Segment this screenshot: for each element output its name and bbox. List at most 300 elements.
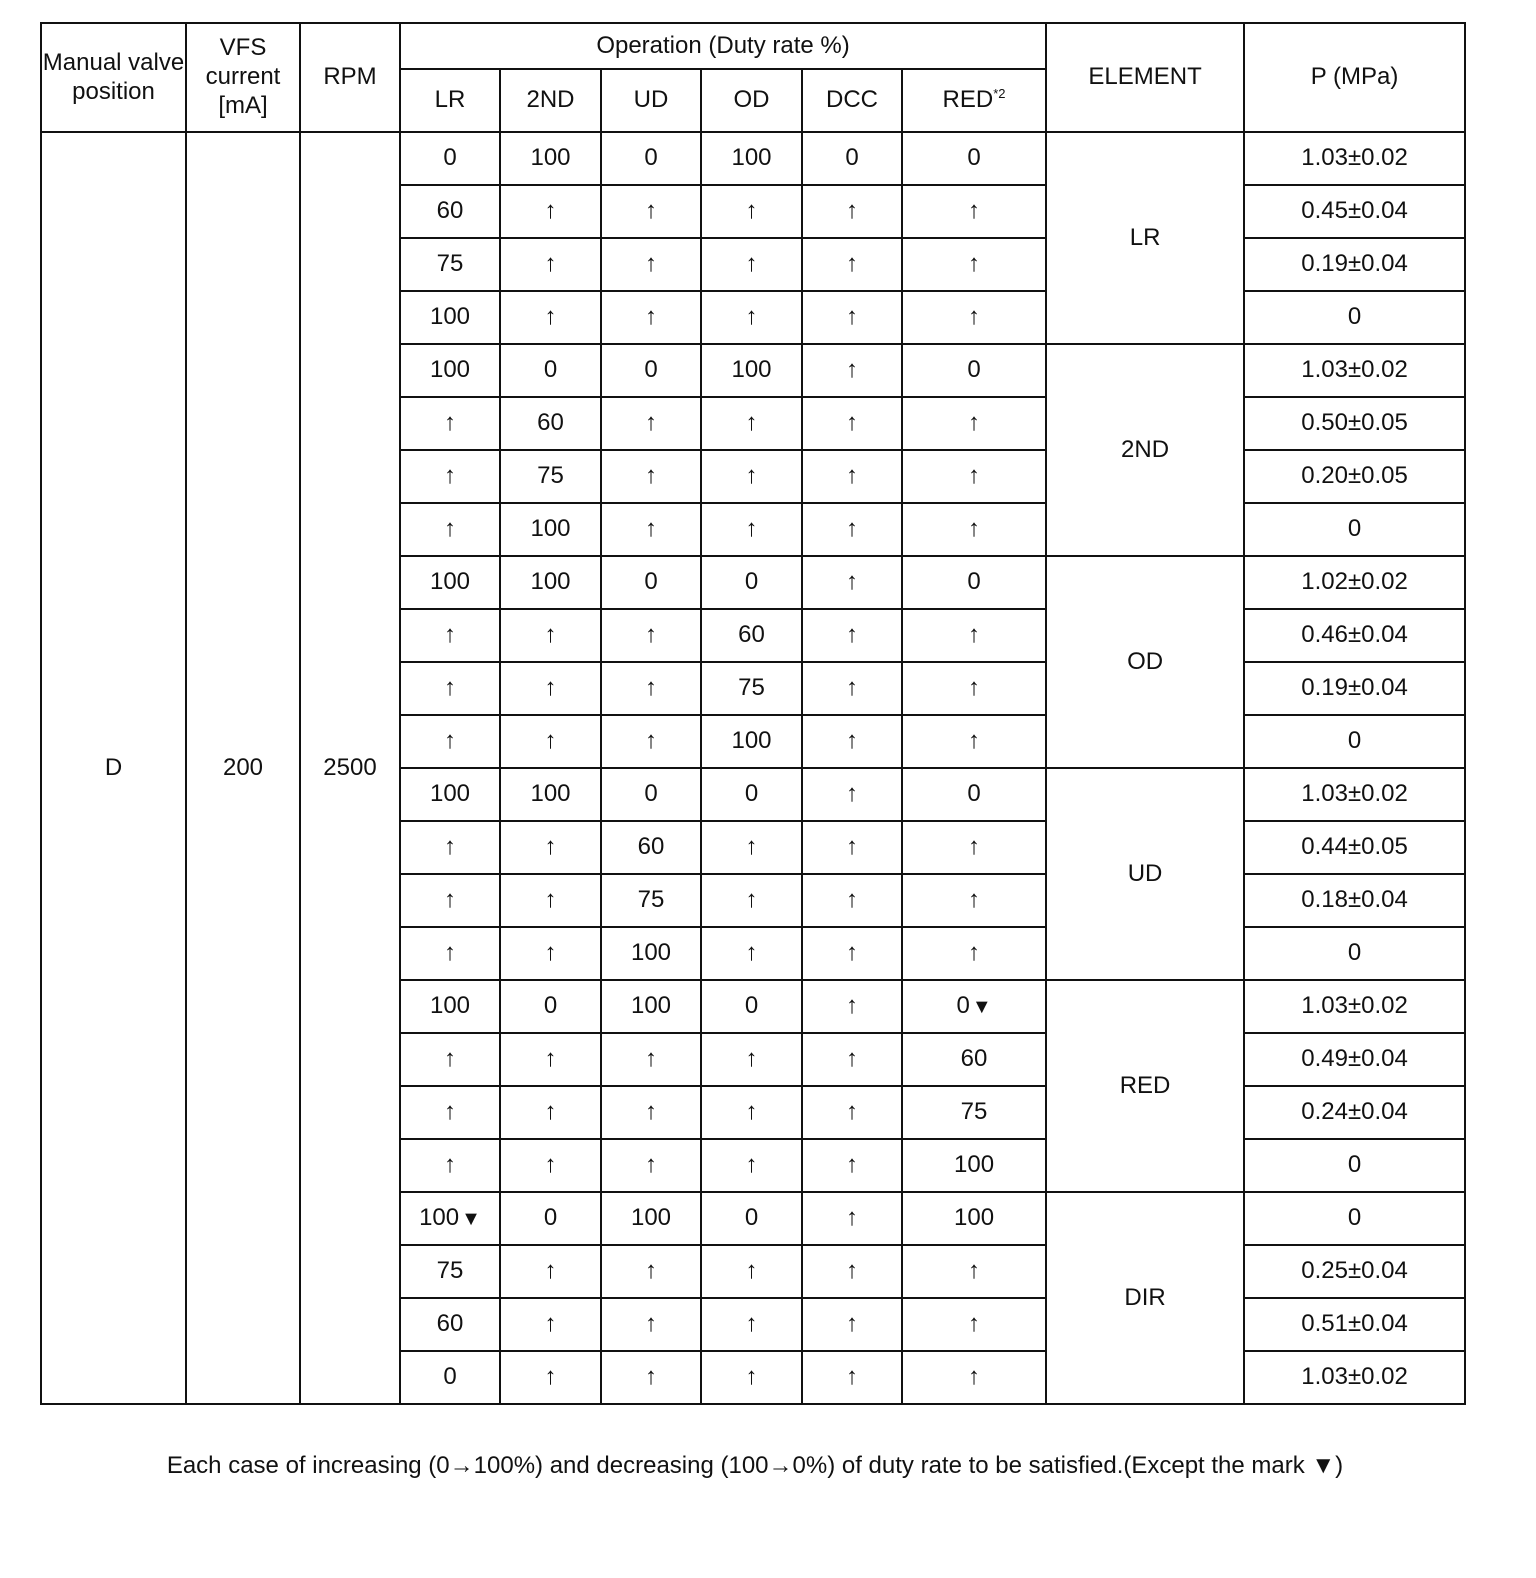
pressure-cell: 0.18±0.04 xyxy=(1244,874,1465,927)
header-od: OD xyxy=(701,69,802,132)
duty-2nd-cell xyxy=(500,1139,601,1192)
duty-od-cell xyxy=(701,185,802,238)
duty-lr-cell xyxy=(400,662,500,715)
duty-value: ↑ xyxy=(544,1363,557,1391)
duty-ud-cell xyxy=(601,556,701,609)
duty-ud-cell xyxy=(601,874,701,927)
duty-ud-cell xyxy=(601,662,701,715)
duty-value: 100 xyxy=(630,1204,672,1232)
duty-value: 0 xyxy=(443,1363,457,1391)
duty-lr-cell xyxy=(400,450,500,503)
rpm-value: 2500 xyxy=(300,132,400,1404)
duty-value: ↑ xyxy=(846,197,858,225)
duty-lr-cell xyxy=(400,1033,500,1086)
duty-lr-cell xyxy=(400,1139,500,1192)
duty-ud-cell xyxy=(601,503,701,556)
duty-value: ↑ xyxy=(444,1098,456,1126)
duty-ud-cell xyxy=(601,821,701,874)
duty-value: ↑ xyxy=(544,1257,557,1285)
duty-value: ↑ xyxy=(968,462,981,490)
duty-value: 0 xyxy=(543,1204,558,1232)
duty-value: ↑ xyxy=(846,886,858,914)
duty-dcc-cell xyxy=(802,397,902,450)
duty-2nd-cell xyxy=(500,1298,601,1351)
duty-value: ↑ xyxy=(645,1045,657,1073)
pressure-cell: 0.50±0.05 xyxy=(1244,397,1465,450)
duty-value: ↑ xyxy=(846,992,858,1020)
duty-red-cell xyxy=(902,715,1046,768)
duty-value: ↑ xyxy=(645,1310,657,1338)
duty-dcc-cell xyxy=(802,821,902,874)
pressure-cell: 0 xyxy=(1244,1192,1465,1245)
duty-red-cell xyxy=(902,1245,1046,1298)
duty-dcc-cell xyxy=(802,1245,902,1298)
duty-lr-cell xyxy=(400,821,500,874)
pressure-cell: 1.03±0.02 xyxy=(1244,1351,1465,1404)
duty-value: ↑ xyxy=(544,1310,557,1338)
duty-od-cell xyxy=(701,1298,802,1351)
duty-value: ↑ xyxy=(846,674,858,702)
duty-value: ↑ xyxy=(745,409,758,437)
duty-value: ↑ xyxy=(968,621,981,649)
pressure-cell: 0 xyxy=(1244,715,1465,768)
duty-dcc-cell xyxy=(802,291,902,344)
duty-red-cell xyxy=(902,1192,1046,1245)
duty-2nd-cell xyxy=(500,1086,601,1139)
duty-ud-cell xyxy=(601,1351,701,1404)
duty-2nd-cell xyxy=(500,609,601,662)
duty-value: 100 xyxy=(419,1204,460,1232)
duty-value: 0 xyxy=(967,780,981,808)
duty-value: ↑ xyxy=(968,409,981,437)
duty-ud-cell xyxy=(601,1086,701,1139)
duty-dcc-cell xyxy=(802,1351,902,1404)
duty-lr-cell xyxy=(400,1351,500,1404)
pressure-cell: 0 xyxy=(1244,503,1465,556)
duty-value: ↑ xyxy=(745,462,758,490)
duty-2nd-cell xyxy=(500,980,601,1033)
duty-lr-cell xyxy=(400,1192,500,1245)
duty-ud-cell xyxy=(601,1298,701,1351)
duty-value: 0 xyxy=(644,568,658,596)
duty-value: ↑ xyxy=(645,727,657,755)
header-dcc: DCC xyxy=(802,69,902,132)
duty-value: 0 xyxy=(967,356,981,384)
duty-od-cell xyxy=(701,662,802,715)
duty-dcc-cell xyxy=(802,238,902,291)
duty-value: ↑ xyxy=(645,1151,657,1179)
duty-value: 0 xyxy=(543,356,558,384)
duty-value: 0 xyxy=(967,568,981,596)
header-red-label: RED xyxy=(942,86,994,114)
duty-red-cell xyxy=(902,238,1046,291)
duty-value: ↑ xyxy=(745,833,758,861)
duty-2nd-cell xyxy=(500,874,601,927)
duty-value: ↑ xyxy=(645,409,657,437)
duty-red-cell xyxy=(902,874,1046,927)
duty-red-cell xyxy=(902,662,1046,715)
duty-od-cell xyxy=(701,609,802,662)
pressure-cell: 0.45±0.04 xyxy=(1244,185,1465,238)
duty-value: 100 xyxy=(429,780,471,808)
duty-2nd-cell xyxy=(500,1033,601,1086)
duty-od-cell xyxy=(701,450,802,503)
duty-od-cell xyxy=(701,715,802,768)
pressure-cell: 1.03±0.02 xyxy=(1244,344,1465,397)
vfs-current-value: 200 xyxy=(186,132,300,1404)
duty-value: ↑ xyxy=(968,1257,981,1285)
duty-value: ↑ xyxy=(846,515,858,543)
duty-value: 0 xyxy=(744,992,759,1020)
header-pressure: P (MPa) xyxy=(1244,23,1465,132)
duty-ud-cell xyxy=(601,1245,701,1298)
duty-2nd-cell xyxy=(500,132,601,185)
duty-od-cell xyxy=(701,1086,802,1139)
duty-red-cell xyxy=(902,185,1046,238)
duty-value: ↑ xyxy=(745,197,758,225)
footnote: Each case of increasing (0→100%) and decreasing (100→0%) of duty rate to be satisfied.(Except the mark ▼) xyxy=(166,1452,1344,1479)
duty-value: ↑ xyxy=(645,674,657,702)
duty-2nd-cell xyxy=(500,344,601,397)
duty-value: ↑ xyxy=(968,303,981,331)
manual-valve-position-value: D xyxy=(41,132,186,1404)
header-element: ELEMENT xyxy=(1046,23,1244,132)
duty-value: ↑ xyxy=(444,462,456,490)
duty-2nd-cell xyxy=(500,662,601,715)
duty-2nd-cell xyxy=(500,397,601,450)
duty-dcc-cell xyxy=(802,980,902,1033)
duty-2nd-cell xyxy=(500,927,601,980)
duty-value: 60 xyxy=(960,1045,988,1073)
duty-value: 0 xyxy=(644,780,658,808)
pressure-cell: 0.24±0.04 xyxy=(1244,1086,1465,1139)
header-red xyxy=(902,69,1046,132)
pressure-cell: 0.20±0.05 xyxy=(1244,450,1465,503)
element-ud: UD xyxy=(1046,768,1244,980)
duty-ud-cell xyxy=(601,397,701,450)
duty-dcc-cell xyxy=(802,1298,902,1351)
duty-2nd-cell xyxy=(500,715,601,768)
duty-value: ↑ xyxy=(846,303,858,331)
duty-value: ↑ xyxy=(846,1045,858,1073)
pressure-cell: 0 xyxy=(1244,927,1465,980)
pressure-cell: 0.19±0.04 xyxy=(1244,238,1465,291)
duty-value: ↑ xyxy=(968,727,981,755)
duty-2nd-cell xyxy=(500,503,601,556)
duty-value: 75 xyxy=(436,250,464,278)
duty-value: 60 xyxy=(637,833,665,861)
header-operation: Operation (Duty rate %) xyxy=(400,23,1046,69)
duty-od-cell xyxy=(701,1033,802,1086)
duty-ud-cell xyxy=(601,768,701,821)
duty-value: ↑ xyxy=(968,674,981,702)
duty-red-cell xyxy=(902,132,1046,185)
duty-value: ↑ xyxy=(745,515,758,543)
duty-od-cell xyxy=(701,132,802,185)
duty-dcc-cell xyxy=(802,662,902,715)
duty-value: 75 xyxy=(537,462,564,490)
duty-value: ↑ xyxy=(745,1310,758,1338)
duty-od-cell xyxy=(701,1139,802,1192)
duty-value: ↑ xyxy=(544,197,557,225)
duty-ud-cell xyxy=(601,927,701,980)
duty-value: 75 xyxy=(436,1257,464,1285)
duty-value: ↑ xyxy=(968,939,981,967)
duty-value: ↑ xyxy=(544,886,557,914)
duty-lr-cell xyxy=(400,874,500,927)
duty-red-cell xyxy=(902,556,1046,609)
duty-od-cell xyxy=(701,927,802,980)
duty-value: 60 xyxy=(436,197,464,225)
duty-value: ↑ xyxy=(968,197,981,225)
duty-lr-cell xyxy=(400,768,500,821)
duty-value: ↑ xyxy=(444,515,456,543)
pressure-cell: 1.03±0.02 xyxy=(1244,132,1465,185)
pressure-cell: 0.51±0.04 xyxy=(1244,1298,1465,1351)
duty-value: ↑ xyxy=(544,833,557,861)
duty-value: ↑ xyxy=(544,621,557,649)
element-dir: DIR xyxy=(1046,1192,1244,1404)
element-lr: LR xyxy=(1046,132,1244,344)
duty-value: 60 xyxy=(436,1310,464,1338)
duty-value: ↑ xyxy=(444,1045,456,1073)
duty-value: ↑ xyxy=(544,939,557,967)
duty-ud-cell xyxy=(601,344,701,397)
duty-value: ↑ xyxy=(544,1151,557,1179)
duty-red-cell xyxy=(902,1033,1046,1086)
duty-value: ↑ xyxy=(968,250,981,278)
duty-value: 75 xyxy=(738,674,765,702)
duty-value: 100 xyxy=(530,568,571,596)
duty-value: ↑ xyxy=(846,568,858,596)
duty-value: ↑ xyxy=(645,1363,657,1391)
duty-value: ↑ xyxy=(745,1363,758,1391)
duty-value: ↑ xyxy=(846,250,858,278)
duty-red-cell xyxy=(902,1139,1046,1192)
duty-dcc-cell xyxy=(802,874,902,927)
duty-value: ↑ xyxy=(968,1310,981,1338)
duty-value: ↑ xyxy=(846,939,858,967)
duty-value: 75 xyxy=(637,886,665,914)
duty-value: ↑ xyxy=(846,1257,858,1285)
duty-rate-pressure-table xyxy=(40,22,1466,1405)
duty-value: 0 xyxy=(443,144,457,172)
duty-od-cell xyxy=(701,291,802,344)
duty-2nd-cell xyxy=(500,1245,601,1298)
header-vfs-current: VFS current [mA] xyxy=(186,23,300,132)
duty-value: 100 xyxy=(530,144,571,172)
duty-value: ↑ xyxy=(745,1045,758,1073)
header-lr: LR xyxy=(400,69,500,132)
duty-od-cell xyxy=(701,556,802,609)
exception-mark-icon: ▼ xyxy=(461,1208,481,1231)
duty-value: 0 xyxy=(845,144,859,172)
duty-lr-cell xyxy=(400,185,500,238)
duty-2nd-cell xyxy=(500,556,601,609)
duty-value: 100 xyxy=(954,1151,995,1179)
duty-value: 100 xyxy=(530,515,571,543)
header-rpm: RPM xyxy=(300,23,400,132)
duty-value: ↑ xyxy=(846,833,858,861)
header-2nd: 2ND xyxy=(500,69,601,132)
duty-dcc-cell xyxy=(802,1033,902,1086)
duty-value: ↑ xyxy=(444,833,456,861)
duty-value: ↑ xyxy=(444,727,456,755)
duty-od-cell xyxy=(701,238,802,291)
duty-dcc-cell xyxy=(802,927,902,980)
duty-value: ↑ xyxy=(846,1151,858,1179)
duty-dcc-cell xyxy=(802,1086,902,1139)
duty-value: 0 xyxy=(644,356,658,384)
duty-value: ↑ xyxy=(645,303,657,331)
element-red: RED xyxy=(1046,980,1244,1192)
duty-value: ↑ xyxy=(444,674,456,702)
duty-ud-cell xyxy=(601,1192,701,1245)
duty-value: ↑ xyxy=(846,1098,858,1126)
duty-value: ↑ xyxy=(544,727,557,755)
duty-od-cell xyxy=(701,344,802,397)
duty-value: ↑ xyxy=(544,1098,557,1126)
duty-dcc-cell xyxy=(802,344,902,397)
duty-value: ↑ xyxy=(544,250,557,278)
duty-ud-cell xyxy=(601,715,701,768)
duty-2nd-cell xyxy=(500,450,601,503)
header-manual-valve-position: Manual valve position xyxy=(41,23,186,132)
duty-red-cell xyxy=(902,397,1046,450)
duty-value: ↑ xyxy=(444,621,456,649)
duty-value: ↑ xyxy=(846,621,858,649)
duty-od-cell xyxy=(701,821,802,874)
pressure-cell: 0.25±0.04 xyxy=(1244,1245,1465,1298)
header-ud: UD xyxy=(601,69,701,132)
pressure-cell: 0 xyxy=(1244,1139,1465,1192)
duty-lr-cell xyxy=(400,1086,500,1139)
duty-value: ↑ xyxy=(846,409,858,437)
duty-red-cell xyxy=(902,1298,1046,1351)
duty-2nd-cell xyxy=(500,1351,601,1404)
duty-value: 0 xyxy=(543,992,558,1020)
duty-value: ↑ xyxy=(745,250,758,278)
duty-value: 0 xyxy=(644,144,658,172)
duty-value: 100 xyxy=(530,780,571,808)
pressure-cell: 0.44±0.05 xyxy=(1244,821,1465,874)
duty-2nd-cell xyxy=(500,821,601,874)
duty-red-cell xyxy=(902,344,1046,397)
duty-red-cell xyxy=(902,821,1046,874)
duty-value: 100 xyxy=(731,727,772,755)
duty-dcc-cell xyxy=(802,609,902,662)
duty-value: 100 xyxy=(429,303,471,331)
duty-dcc-cell xyxy=(802,556,902,609)
pressure-cell: 1.03±0.02 xyxy=(1244,768,1465,821)
duty-lr-cell xyxy=(400,609,500,662)
duty-value: 75 xyxy=(960,1098,988,1126)
duty-value: ↑ xyxy=(968,886,981,914)
duty-dcc-cell xyxy=(802,768,902,821)
duty-lr-cell xyxy=(400,1298,500,1351)
duty-value: 100 xyxy=(731,356,772,384)
duty-dcc-cell xyxy=(802,503,902,556)
pressure-cell: 0.19±0.04 xyxy=(1244,662,1465,715)
duty-od-cell xyxy=(701,503,802,556)
duty-value: ↑ xyxy=(444,886,456,914)
pressure-cell: 0 xyxy=(1244,291,1465,344)
duty-value: ↑ xyxy=(645,621,657,649)
duty-red-cell xyxy=(902,450,1046,503)
duty-ud-cell xyxy=(601,132,701,185)
duty-value: ↑ xyxy=(745,303,758,331)
duty-value: 100 xyxy=(429,568,471,596)
duty-dcc-cell xyxy=(802,132,902,185)
duty-lr-cell xyxy=(400,397,500,450)
duty-lr-cell xyxy=(400,927,500,980)
duty-value: 100 xyxy=(954,1204,995,1232)
duty-value: 60 xyxy=(537,409,564,437)
duty-value: ↑ xyxy=(544,303,557,331)
duty-lr-cell xyxy=(400,238,500,291)
duty-value: ↑ xyxy=(645,462,657,490)
duty-value: ↑ xyxy=(846,1363,858,1391)
duty-value: 0 xyxy=(744,1204,759,1232)
duty-value: ↑ xyxy=(645,515,657,543)
duty-value: 100 xyxy=(429,356,471,384)
duty-value: ↑ xyxy=(645,250,657,278)
duty-value: ↑ xyxy=(745,939,758,967)
duty-ud-cell xyxy=(601,1139,701,1192)
duty-value: ↑ xyxy=(846,727,858,755)
duty-od-cell xyxy=(701,1351,802,1404)
element-2nd: 2ND xyxy=(1046,344,1244,556)
duty-ud-cell xyxy=(601,291,701,344)
duty-value: ↑ xyxy=(745,1257,758,1285)
duty-value: ↑ xyxy=(745,1151,758,1179)
duty-value: ↑ xyxy=(846,1310,858,1338)
duty-value: 100 xyxy=(429,992,471,1020)
duty-value: 100 xyxy=(630,939,672,967)
duty-value: 0 xyxy=(744,568,759,596)
duty-value: 0 xyxy=(744,780,759,808)
table-row xyxy=(41,132,1465,185)
duty-lr-cell xyxy=(400,556,500,609)
duty-value: ↑ xyxy=(745,1098,758,1126)
duty-value: ↑ xyxy=(846,1204,858,1232)
duty-2nd-cell xyxy=(500,1192,601,1245)
exception-mark-icon: ▼ xyxy=(971,996,992,1019)
duty-dcc-cell xyxy=(802,1139,902,1192)
duty-lr-cell xyxy=(400,503,500,556)
duty-lr-cell xyxy=(400,980,500,1033)
duty-dcc-cell xyxy=(802,185,902,238)
duty-red-cell xyxy=(902,1086,1046,1139)
duty-value: 60 xyxy=(738,621,765,649)
duty-value: ↑ xyxy=(444,1151,456,1179)
duty-2nd-cell xyxy=(500,238,601,291)
duty-lr-cell xyxy=(400,132,500,185)
duty-value: ↑ xyxy=(846,462,858,490)
duty-value: ↑ xyxy=(968,1363,981,1391)
duty-value: 100 xyxy=(630,992,672,1020)
duty-dcc-cell xyxy=(802,450,902,503)
duty-od-cell xyxy=(701,397,802,450)
duty-red-cell xyxy=(902,609,1046,662)
duty-ud-cell xyxy=(601,1033,701,1086)
pressure-cell: 0.46±0.04 xyxy=(1244,609,1465,662)
table-body xyxy=(41,132,1465,1404)
header-red-footnote-ref: *2 xyxy=(993,86,1006,102)
duty-value: ↑ xyxy=(544,1045,557,1073)
duty-od-cell xyxy=(701,1245,802,1298)
duty-value: ↑ xyxy=(444,939,456,967)
